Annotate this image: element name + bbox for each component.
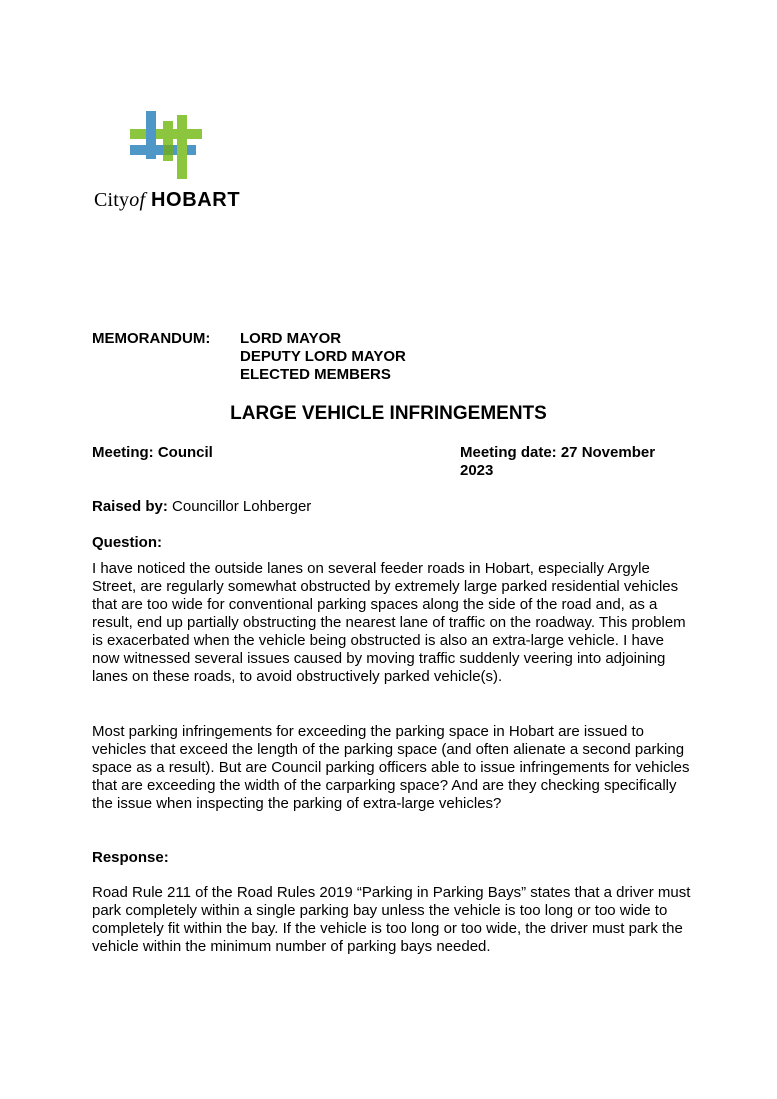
question-paragraph-2: Most parking infringements for exceeding the parking space in Hobart are issued to vehicles that exceed the length of the parking space (and often alienate a second parking space as a result). But are Council parking officers able to issue infringements for vehicles that are exceeding the width of the carparking space? And are they checking specifically the issue when inspecting the parking of extra-large vehicles? xyxy=(92,723,690,812)
question-heading: Question: xyxy=(92,534,162,551)
city-of-hobart-logo-mark xyxy=(130,111,202,179)
response-heading: Response: xyxy=(92,849,169,866)
response-paragraph-1: Road Rule 211 of the Road Rules 2019 “Parking in Parking Bays” states that a driver must park completely within a single parking bay unless the vehicle is too long or too wide to completely fit within the bay. If the vehicle is too long or too wide, the driver must park the vehicle within the minimum number of parking bays needed. xyxy=(92,884,691,955)
recipient-deputy-lord-mayor: DEPUTY LORD MAYOR xyxy=(240,348,406,365)
memorandum-label: MEMORANDUM: xyxy=(92,330,211,347)
logo-text-city: City xyxy=(94,189,130,211)
document-title: LARGE VEHICLE INFRINGEMENTS xyxy=(230,403,547,424)
logo-text-hobart: HOBART xyxy=(151,189,241,211)
question-paragraph-1: I have noticed the outside lanes on several feeder roads in Hobart, especially Argyle Street, are regularly somewhat obstructed by extremely large parked residential vehicles that are too wide for conventional parking spaces along the side of the road and, as a result, end up partially obstructing the nearest lane of traffic on the roadway. This problem is exacerbated when the vehicle being obstructed is also an extra-large vehicle. I have now witnessed several issues caused by moving traffic suddenly veering into adjoining lanes on these roads, to avoid obstructively parked vehicle(s). xyxy=(92,560,686,685)
raised-by xyxy=(92,498,311,516)
memorandum-recipients xyxy=(240,330,406,384)
logo-bar-green-horizontal xyxy=(130,129,202,139)
raised-by-value: Councillor Lohberger xyxy=(172,498,312,515)
logo-text-of: of xyxy=(129,189,146,211)
meeting-label: Meeting: Council xyxy=(92,444,213,461)
recipient-elected-members: ELECTED MEMBERS xyxy=(240,366,391,383)
city-of-hobart-logo-text xyxy=(94,187,240,213)
meeting-date: Meeting date: 27 November 2023 xyxy=(460,444,656,479)
raised-by-label: Raised by: xyxy=(92,498,168,515)
recipient-lord-mayor: LORD MAYOR xyxy=(240,330,342,347)
